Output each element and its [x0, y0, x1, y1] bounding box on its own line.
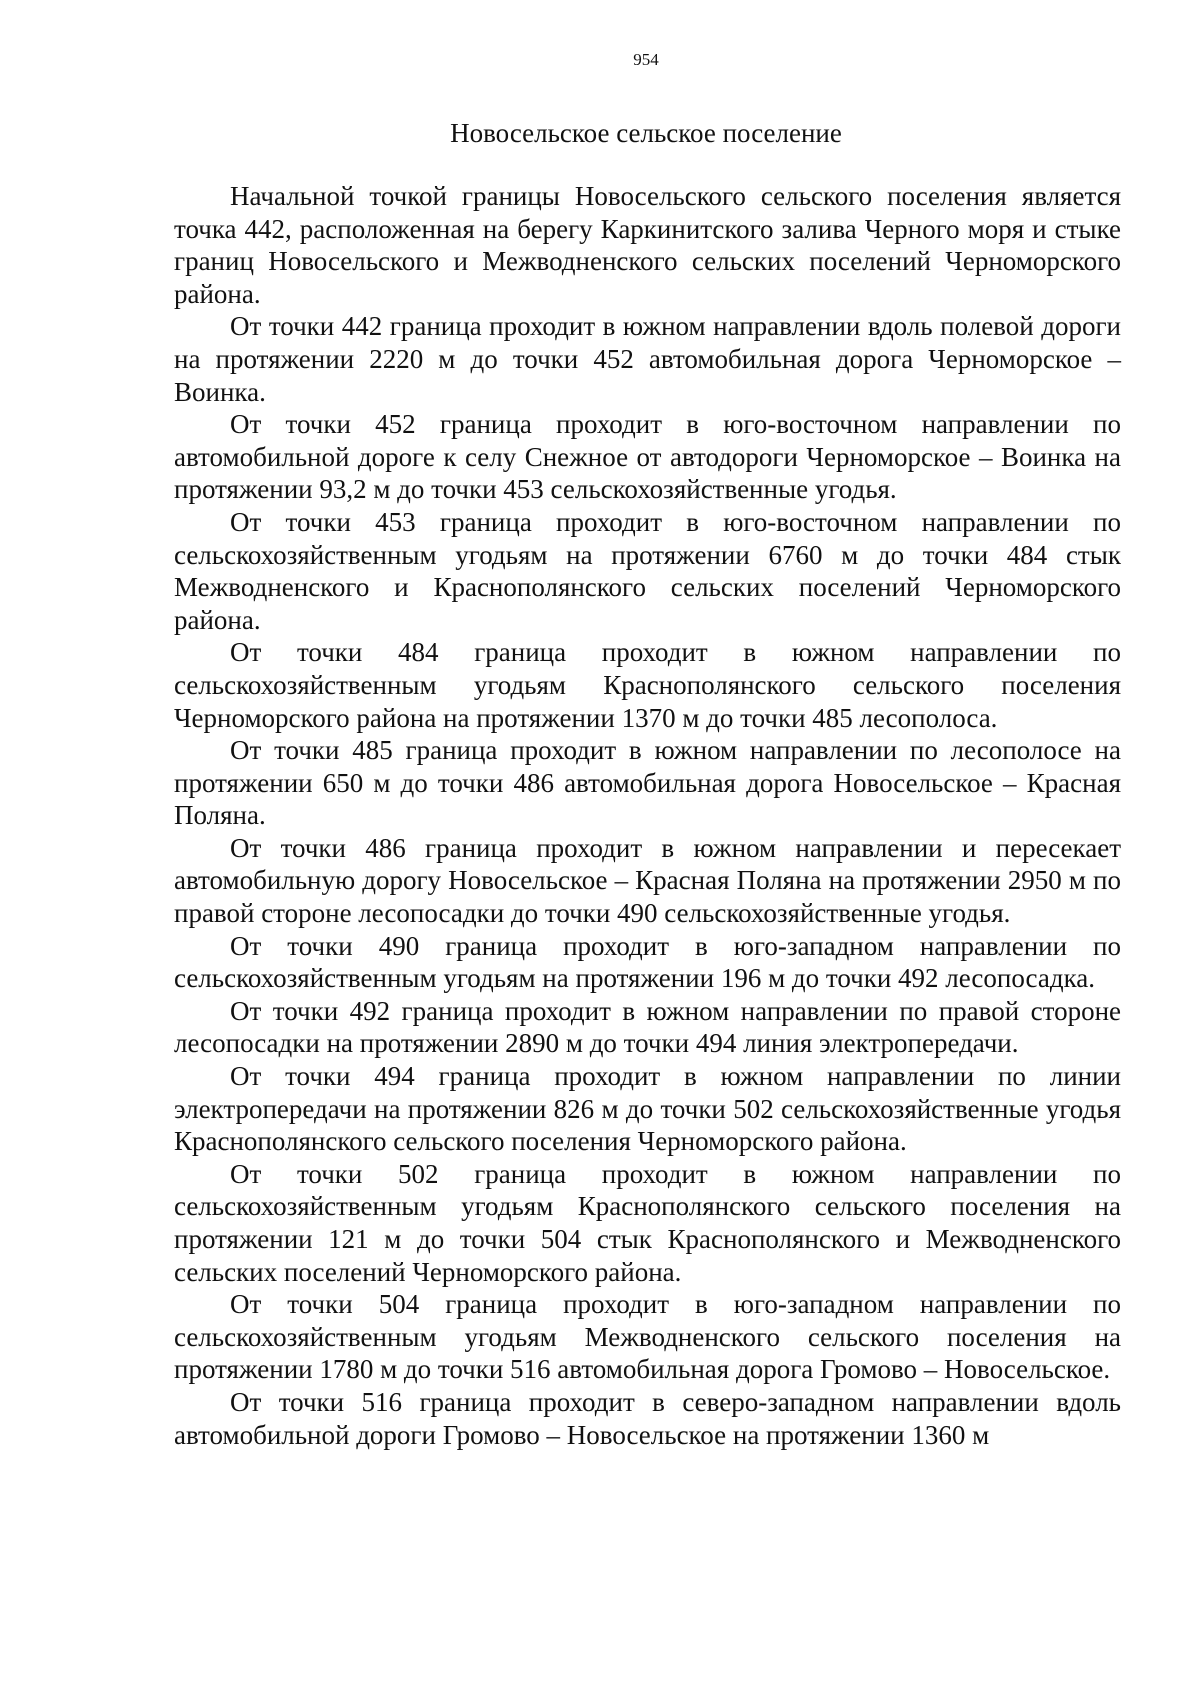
paragraph: От точки 442 граница проходит в южном направлении вдоль полевой дороги на протяжении 2220 м до точки 452 автомобильная дорога Черноморское – Воинка. [174, 311, 1121, 407]
paragraph: От точки 453 граница проходит в юго-восточном направлении по сельскохозяйственным угодьям на протяжении 6760 м до точки 484 стык Межводненского и Краснополянского сельских поселений Черноморского района. [174, 506, 1121, 635]
paragraph: От точки 516 граница проходит в северо-западном направлении вдоль автомобильной дороги Громово – Новосельское на протяжении 1360 м [174, 1386, 1121, 1450]
paragraph: От точки 494 граница проходит в южном направлении по линии электропередачи на протяжении 826 м до точки 502 сельскохозяйственные угодья Краснополянского сельского поселения Черноморского района. [174, 1061, 1121, 1157]
paragraph: От точки 490 граница проходит в юго-западном направлении по сельскохозяйственным угодьям на протяжении 196 м до точки 492 лесопосадка. [174, 930, 1121, 994]
paragraph: От точки 484 граница проходит в южном направлении по сельскохозяйственным угодьям Краснополянского сельского поселения Черноморского района на протяжении 1370 м до точки 485 лесополоса. [174, 637, 1121, 733]
page-number: 954 [633, 50, 659, 69]
paragraph: От точки 492 граница проходит в южном направлении по правой стороне лесопосадки на протяжении 2890 м до точки 494 линия электропередачи. [174, 995, 1121, 1059]
paragraph: От точки 504 граница проходит в юго-западном направлении по сельскохозяйственным угодьям Межводненского сельского поселения на протяжении 1780 м до точки 516 автомобильная дорога Громово – Новосельское. [174, 1289, 1121, 1385]
paragraph: От точки 485 граница проходит в южном направлении по лесополосе на протяжении 650 м до точки 486 автомобильная дорога Новосельское – Красная Поляна. [174, 735, 1121, 831]
section-title: Новосельское сельское поселение [450, 118, 842, 148]
body-text [174, 180, 1121, 1451]
paragraph: От точки 502 граница проходит в южном направлении по сельскохозяйственным угодьям Краснополянского сельского поселения на протяжении 121 м до точки 504 стык Краснополянского и Межводненского сельских поселений Черноморского района. [174, 1158, 1121, 1287]
paragraph: От точки 486 граница проходит в южном направлении и пересекает автомобильную дорогу Новосельское – Красная Поляна на протяжении 2950 м по правой стороне лесопосадки до точки 490 сельскохозяйственные угодья. [174, 832, 1121, 929]
paragraph: Начальной точкой границы Новосельского сельского поселения является точка 442, расположенная на берегу Каркинитского залива Черного моря и стыке границ Новосельского и Межводненского сельских поселений Черноморского района. [174, 181, 1121, 309]
paragraph: От точки 452 граница проходит в юго-восточном направлении по автомобильной дороге к селу Снежное от автодороги Черноморское – Воинка на протяжении 93,2 м до точки 453 сельскохозяйственные угодья. [174, 409, 1121, 505]
